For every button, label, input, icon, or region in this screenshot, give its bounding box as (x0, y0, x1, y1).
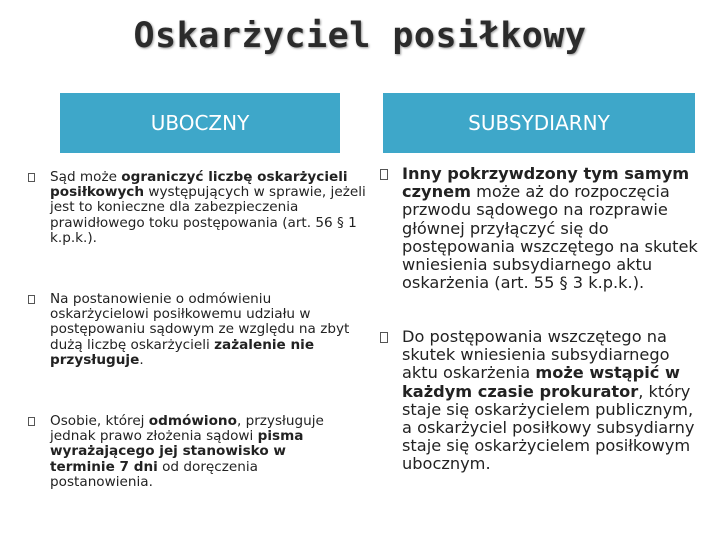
square-bullet-icon (28, 295, 35, 304)
header-uboczny: UBOCZNY (60, 93, 340, 153)
square-bullet-icon (380, 332, 388, 343)
square-bullet-icon (380, 169, 388, 180)
right-item-1: Inny pokrzywdzony tym samym czynem może aż do rozpoczęcia przwodu sądowego na rozprawie głównej przyłączyć się do postępowania wszczętego na skutek wniesienia subsydiarnego aktu oskarżenia (art. 55 § 3 k.p.k.). (380, 165, 712, 292)
square-bullet-icon (28, 173, 35, 182)
left-item-1: Sąd może ograniczyć liczbę oskarżycieli posiłkowych występujących w sprawie, jeżeli jest to konieczne dla zabezpieczenia prawidłowego toku postępowania (art. 56 § 1 k.p.k.). (28, 170, 370, 246)
left-item-2: Na postanowienie o odmówieniu oskarżycielowi posiłkowemu udziału w postępowaniu sądowym ze względu na zbyt dużą liczbę oskarżycieli zażalenie nie przysługuje. (28, 292, 350, 368)
right-item-2: Do postępowania wszczętego na skutek wniesienia subsydiarnego aktu oskarżenia może wstąpić w każdym czasie prokurator, który staje się oskarżycielem publicznym, a oskarżyciel posiłkowy subsydiarny staje się oskarżycielem posiłkowym ubocznym. (380, 328, 707, 474)
left-item-3: Osobie, której odmówiono, przysługuje jednak prawo złożenia sądowi pisma wyrażającego jej stanowisko w terminie 7 dni od doręczenia postanowienia. (28, 414, 350, 490)
square-bullet-icon (28, 417, 35, 426)
header-subsydiarny: SUBSYDIARNY (383, 93, 695, 153)
page-title: Oskarżyciel posiłkowy (133, 16, 587, 56)
